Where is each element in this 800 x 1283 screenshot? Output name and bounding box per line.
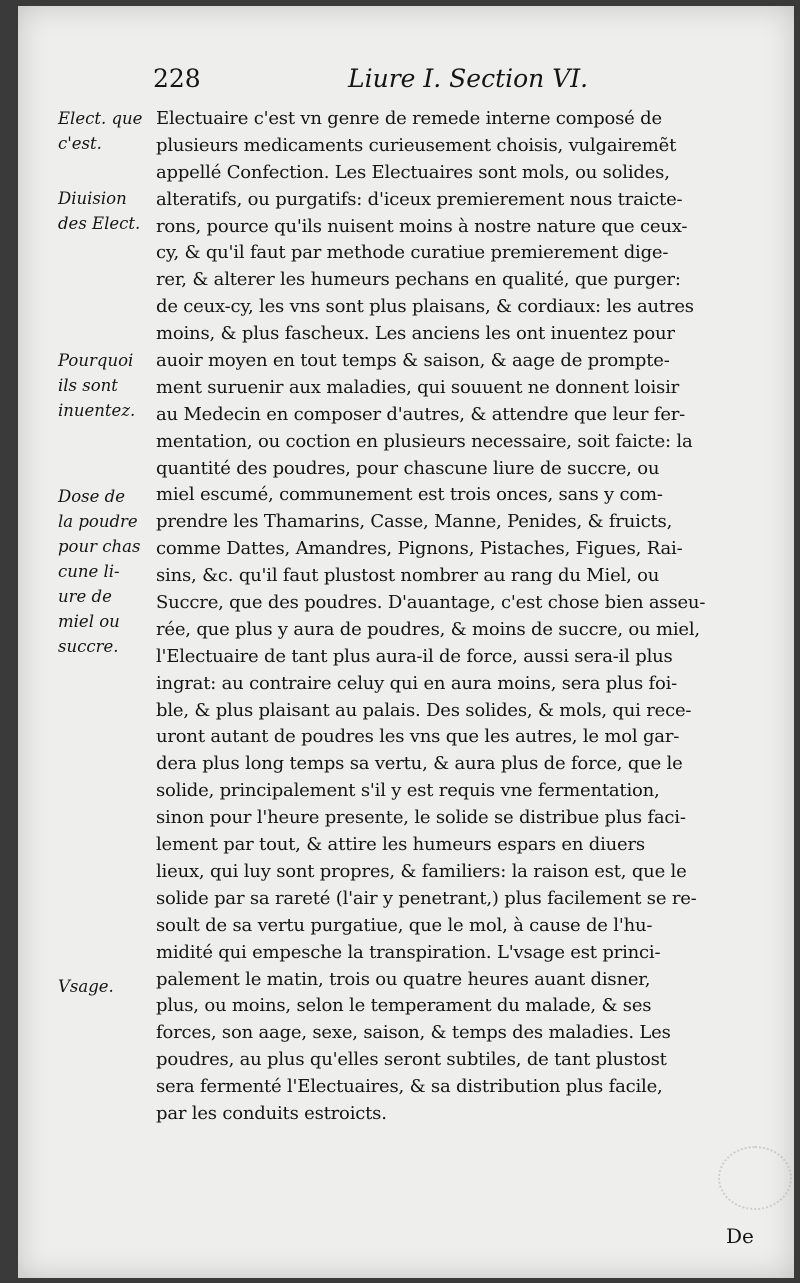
- text-line: forces, son aage, sexe, saison, & temps des maladies. Les: [156, 1022, 671, 1044]
- book-page: [18, 6, 794, 1278]
- text-line: lement par tout, & attire les humeurs espars en diuers: [156, 834, 645, 856]
- text-line: solide par sa rareté (l'air y penetrant,) plus facilement se re-: [156, 887, 697, 909]
- text-line: rons, pource qu'ils nuisent moins à nostre nature que ceux-: [156, 215, 688, 237]
- margin-note-line: Pourquoi: [58, 351, 134, 370]
- margin-note-line: succre.: [58, 637, 119, 656]
- margin-note-line: Dose de: [58, 487, 125, 506]
- text-line: l'Electuaire de tant plus aura-il de force, aussi sera-il plus: [156, 645, 673, 667]
- text-line: Succre, que des poudres. D'auantage, c'est chose bien asseu-: [156, 592, 706, 614]
- library-stamp: [718, 1146, 792, 1210]
- text-line: par les conduits estroicts.: [156, 1102, 387, 1124]
- margin-note-line: des Elect.: [58, 214, 141, 233]
- margin-note-usage: [58, 974, 158, 999]
- margin-note-line: cune li-: [58, 562, 120, 581]
- margin-note-line: ure de: [58, 587, 112, 606]
- text-line: rée, que plus y aura de poudres, & moins de succre, ou miel,: [156, 618, 700, 640]
- text-line: prendre les Thamarins, Casse, Manne, Penides, & fruicts,: [156, 511, 673, 533]
- text-line: midité qui empesche la transpiration. L'vsage est princi-: [156, 941, 661, 963]
- margin-note-definition: [58, 106, 158, 156]
- margin-note-line: Vsage.: [58, 977, 114, 996]
- margin-note-line: Diuision: [58, 189, 127, 208]
- text-line: sinon pour l'heure presente, le solide se distribue plus faci-: [156, 807, 686, 829]
- text-line: ingrat: au contraire celuy qui en aura moins, sera plus foi-: [156, 672, 678, 694]
- text-line: alteratifs, ou purgatifs: d'iceux premierement nous traicte-: [156, 188, 683, 210]
- page-header: [18, 64, 794, 98]
- text-line: poudres, au plus qu'elles seront subtiles, de tant plustost: [156, 1049, 667, 1071]
- text-line: moins, & plus fascheux. Les anciens les ont inuentez pour: [156, 323, 675, 345]
- text-line: lieux, qui luy sont propres, & familiers: la raison est, que le: [156, 860, 687, 882]
- text-line: mentation, ou coction en plusieurs necessaire, soit faicte: la: [156, 430, 693, 452]
- text-line: ment suruenir aux maladies, qui souuent ne donnent loisir: [156, 376, 680, 398]
- text-line: plusieurs medicaments curieusement choisis, vulgairemẽt: [156, 134, 677, 156]
- text-line: rer, & alterer les humeurs pechans en qualité, que purger:: [156, 269, 681, 291]
- margin-note-dose: [58, 484, 158, 659]
- text-line: cy, & qu'il faut par methode curatiue premierement dige-: [156, 242, 669, 264]
- running-title: Liure I. Section VI.: [348, 64, 589, 93]
- text-line: de ceux-cy, les vns sont plus plaisans, & cordiaux: les autres: [156, 296, 694, 318]
- margin-note-division: [58, 186, 158, 236]
- margin-note-line: miel ou: [58, 612, 120, 631]
- body-text: [156, 106, 780, 1128]
- text-line: sins, &c. qu'il faut plustost nombrer au rang du Miel, ou: [156, 565, 660, 587]
- text-line: ble, & plus plaisant au palais. Des solides, & mols, qui rece-: [156, 699, 692, 721]
- text-line: Electuaire c'est vn genre de remede interne composé de: [156, 108, 662, 129]
- text-line: palement le matin, trois ou quatre heures auant disner,: [156, 968, 651, 990]
- text-line: quantité des poudres, pour chascune liure de succre, ou: [156, 457, 660, 479]
- margin-note-line: ils sont: [58, 376, 118, 395]
- text-line: comme Dattes, Amandres, Pignons, Pistaches, Figues, Rai-: [156, 538, 683, 560]
- margin-note-line: la poudre: [58, 512, 138, 531]
- text-line: dera plus long temps sa vertu, & aura plus de force, que le: [156, 753, 683, 775]
- text-line: uront autant de poudres les vns que les autres, le mol gar-: [156, 726, 680, 748]
- text-line: sera fermenté l'Electuaires, & sa distribution plus facile,: [156, 1076, 663, 1098]
- page-number: 228: [153, 64, 201, 93]
- margin-note-line: Elect. que: [58, 109, 143, 128]
- margin-note-line: c'est.: [58, 134, 102, 153]
- margin-note-invention: [58, 348, 158, 423]
- text-line: auoir moyen en tout temps & saison, & aage de prompte-: [156, 350, 670, 372]
- catchword: De: [726, 1224, 754, 1248]
- text-line: soult de sa vertu purgatiue, que le mol, à cause de l'hu-: [156, 914, 653, 936]
- margin-note-line: pour chas: [58, 537, 141, 556]
- text-line: solide, principalement s'il y est requis vne fermentation,: [156, 780, 660, 802]
- text-line: plus, ou moins, selon le temperament du malade, & ses: [156, 995, 652, 1017]
- text-line: au Medecin en composer d'autres, & attendre que leur fer-: [156, 403, 686, 425]
- text-line: miel escumé, communement est trois onces, sans y com-: [156, 484, 663, 506]
- margin-note-line: inuentez.: [58, 401, 136, 420]
- text-line: appellé Confection. Les Electuaires sont mols, ou solides,: [156, 161, 670, 183]
